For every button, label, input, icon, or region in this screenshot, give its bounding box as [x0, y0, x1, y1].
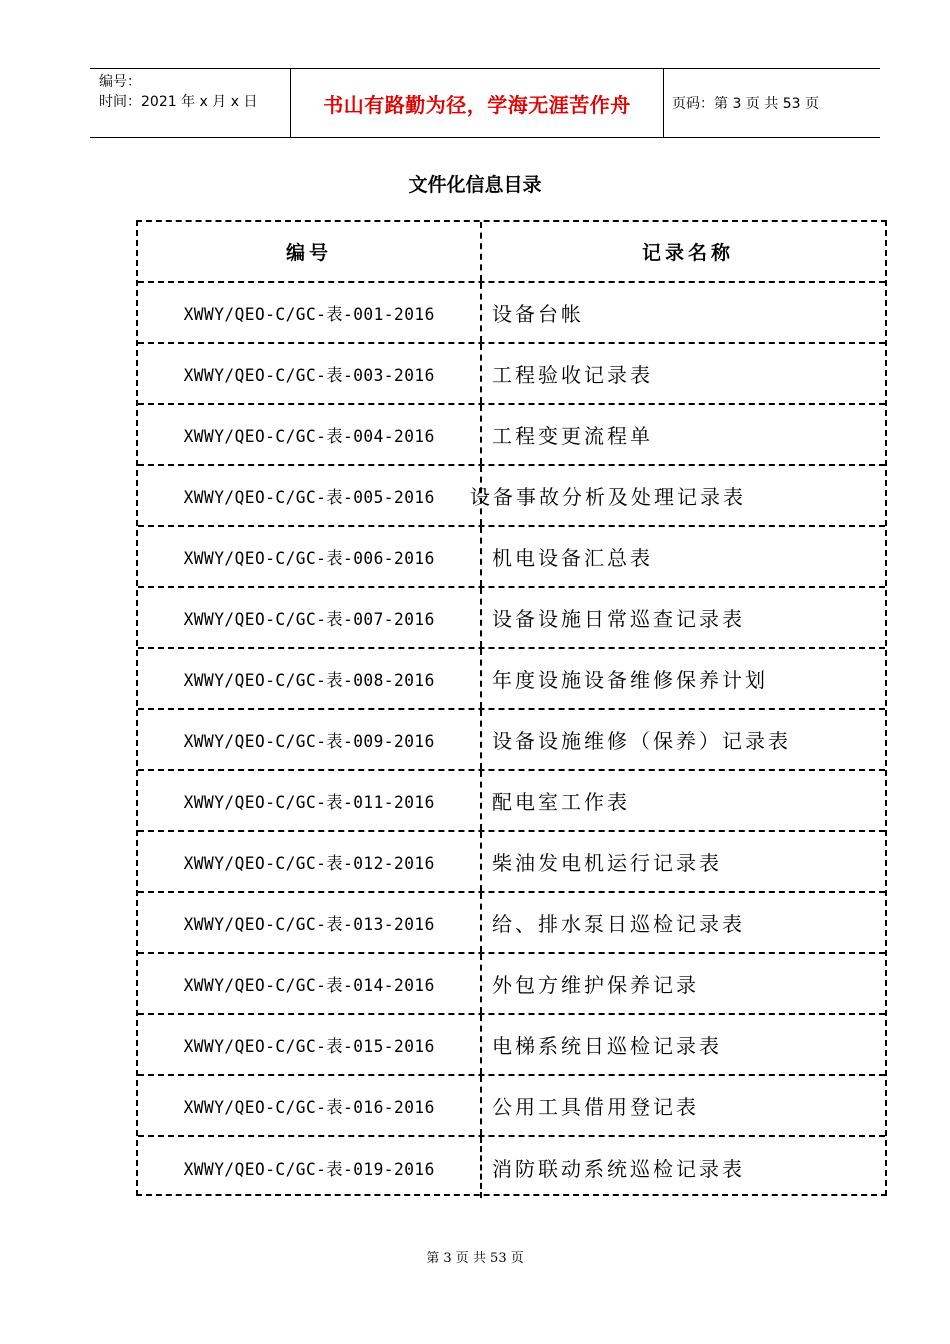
- code-cell: [138, 588, 482, 647]
- record-name: 工程变更流程单: [492, 424, 653, 448]
- record-code: XWWY/QEO-C/GC-表-005-2016: [183, 488, 435, 508]
- name-cell: [492, 283, 885, 342]
- record-code: XWWY/QEO-C/GC-表-012-2016: [183, 854, 435, 874]
- table-row: [138, 1015, 885, 1076]
- code-cell: [138, 832, 482, 891]
- record-name: 公用工具借用登记表: [492, 1095, 699, 1119]
- record-code: XWWY/QEO-C/GC-表-011-2016: [183, 793, 435, 813]
- column-header-code: 编号: [285, 242, 332, 264]
- name-cell: [492, 588, 885, 647]
- name-cell: [492, 832, 885, 891]
- record-name: 设备事故分析及处理记录表: [470, 485, 746, 509]
- header-cell-name: [492, 222, 885, 281]
- name-cell: [492, 771, 885, 830]
- record-code: XWWY/QEO-C/GC-表-019-2016: [183, 1160, 435, 1180]
- code-cell: [138, 1137, 482, 1198]
- code-cell: [138, 466, 482, 525]
- table-row: [138, 771, 885, 832]
- table-row: [138, 527, 885, 588]
- record-code: XWWY/QEO-C/GC-表-003-2016: [183, 366, 435, 386]
- header-cell-code: [138, 222, 482, 281]
- name-cell: [492, 893, 885, 952]
- record-code: XWWY/QEO-C/GC-表-001-2016: [183, 305, 435, 325]
- record-name: 工程验收记录表: [492, 363, 653, 387]
- page-title: 文件化信息目录: [408, 174, 542, 196]
- code-cell: [138, 344, 482, 403]
- table-row: [138, 405, 885, 466]
- table-row: [138, 344, 885, 405]
- record-code: XWWY/QEO-C/GC-表-006-2016: [183, 549, 435, 569]
- name-cell: [492, 1137, 885, 1198]
- record-name: 消防联动系统巡检记录表: [492, 1157, 745, 1181]
- record-code: XWWY/QEO-C/GC-表-013-2016: [183, 915, 435, 935]
- page-footer: 第 3 页 共 53 页: [426, 1251, 524, 1266]
- code-cell: [138, 649, 482, 708]
- table-row: [138, 893, 885, 954]
- code-cell: [138, 771, 482, 830]
- table-row: [138, 588, 885, 649]
- document-date: 时间：2021 年 x 月 x 日: [99, 94, 258, 110]
- code-cell: [138, 954, 482, 1013]
- record-name: 年度设施设备维修保养计划: [492, 668, 768, 692]
- header-motto: 书山有路勤为径，学海无涯苦作舟: [323, 92, 631, 117]
- name-cell: [492, 1076, 885, 1135]
- record-name: 设备设施维修（保养）记录表: [492, 729, 791, 753]
- table-header-row: [138, 222, 885, 283]
- table-row: [138, 710, 885, 771]
- code-cell: [138, 1076, 482, 1135]
- name-cell: [492, 527, 885, 586]
- name-cell: [492, 954, 885, 1013]
- code-cell: [138, 405, 482, 464]
- name-cell: [492, 405, 885, 464]
- table-row: [138, 1076, 885, 1137]
- record-name: 外包方维护保养记录: [492, 973, 699, 997]
- name-cell: [492, 344, 885, 403]
- record-name: 设备设施日常巡查记录表: [492, 607, 745, 631]
- record-name: 配电室工作表: [492, 790, 630, 814]
- code-cell: [138, 527, 482, 586]
- name-cell: [492, 710, 885, 769]
- code-cell: [138, 283, 482, 342]
- name-cell: [470, 466, 885, 525]
- record-code: XWWY/QEO-C/GC-表-007-2016: [183, 610, 435, 630]
- header-page-cell: [664, 69, 880, 137]
- record-code: XWWY/QEO-C/GC-表-014-2016: [183, 976, 435, 996]
- table-row: [138, 832, 885, 893]
- code-cell: [138, 893, 482, 952]
- document-number-label: 编号：: [99, 74, 141, 90]
- record-code: XWWY/QEO-C/GC-表-008-2016: [183, 671, 435, 691]
- name-cell: [492, 649, 885, 708]
- table-row: [138, 466, 885, 527]
- name-cell: [492, 1015, 885, 1074]
- header-motto-cell: [291, 69, 664, 137]
- record-name: 设备台帐: [492, 302, 584, 326]
- code-cell: [138, 710, 482, 769]
- code-cell: [138, 1015, 482, 1074]
- record-name: 电梯系统日巡检记录表: [492, 1034, 722, 1058]
- record-code: XWWY/QEO-C/GC-表-015-2016: [183, 1037, 435, 1057]
- record-name: 机电设备汇总表: [492, 546, 653, 570]
- record-code: XWWY/QEO-C/GC-表-016-2016: [183, 1098, 435, 1118]
- record-name: 给、排水泵日巡检记录表: [492, 912, 745, 936]
- table-row: [138, 649, 885, 710]
- table-row: [138, 1137, 885, 1198]
- record-code: XWWY/QEO-C/GC-表-004-2016: [183, 427, 435, 447]
- column-header-name: 记录名称: [642, 242, 735, 264]
- records-table: [136, 220, 887, 1196]
- header-page-code: 页码：第 3 页 共 53 页: [672, 96, 819, 112]
- page-header: [90, 68, 880, 138]
- record-name: 柴油发电机运行记录表: [492, 851, 722, 875]
- table-row: [138, 283, 885, 344]
- table-row: [138, 954, 885, 1015]
- header-meta-cell: [90, 69, 291, 137]
- record-code: XWWY/QEO-C/GC-表-009-2016: [183, 732, 435, 752]
